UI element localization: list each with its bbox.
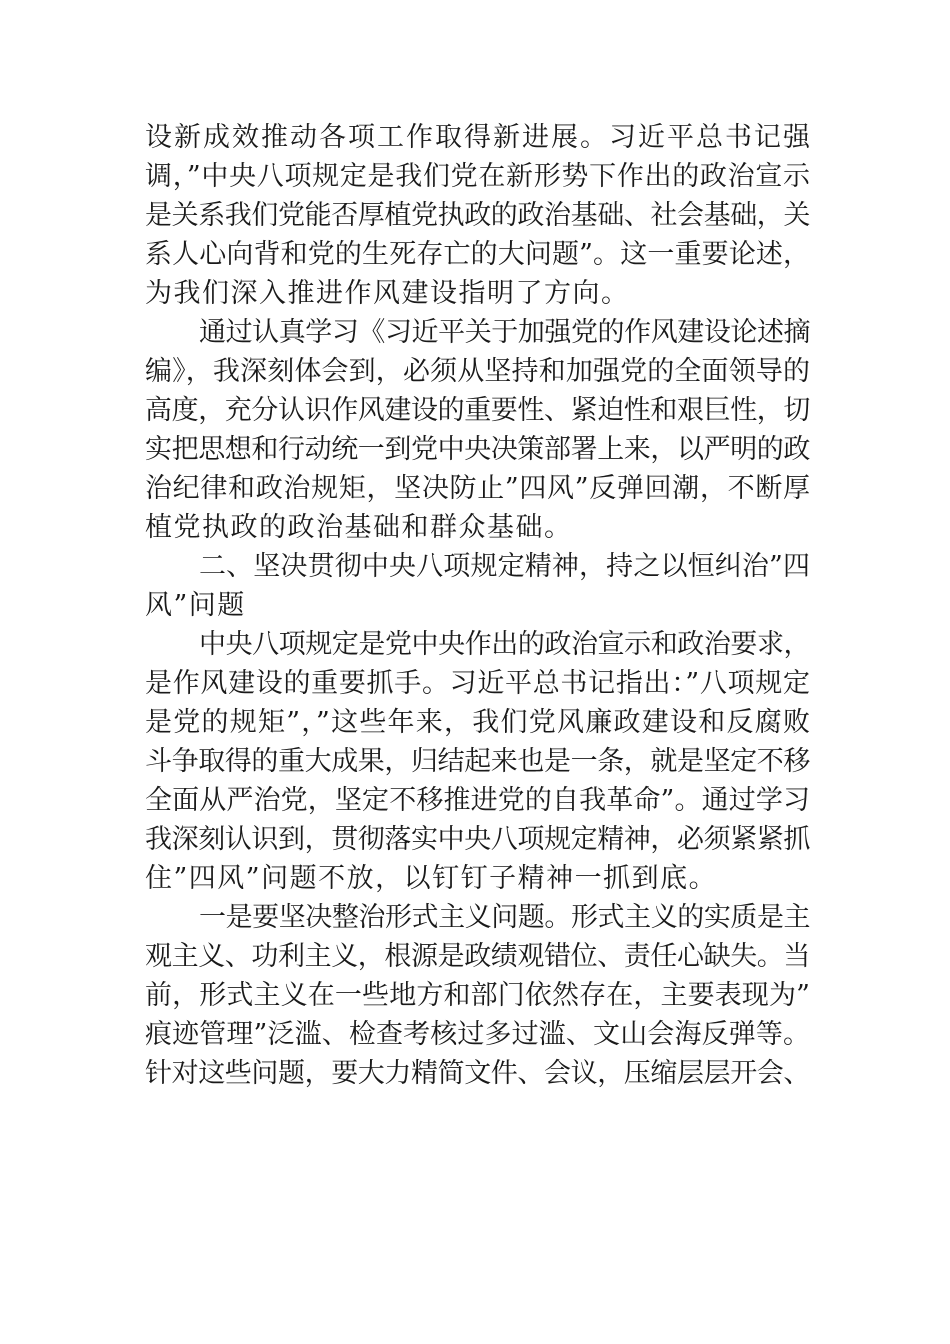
text-line: 针对这些问题，要大力精简文件、会议，压缩层层开会、 bbox=[145, 1058, 810, 1089]
text-line: 系人心向背和党的生死存亡的大问题”。这一重要论述， bbox=[145, 239, 810, 270]
paragraph-first-line: 中央八项规定是党中央作出的政治宣示和政治要求， bbox=[199, 629, 811, 660]
section-heading-line: 二、坚决贯彻中央八项规定精神，持之以恒纠治”四 bbox=[199, 551, 810, 582]
text-line: 治纪律和政治规矩，坚决防止”四风”反弹回潮，不断厚 bbox=[145, 473, 810, 504]
text-line: 是党的规矩”，”这些年来，我们党风廉政建设和反腐败 bbox=[145, 707, 810, 738]
text-line: 住”四风”问题不放，以钉钉子精神一抓到底。 bbox=[145, 863, 718, 894]
text-line: 编》，我深刻体会到，必须从坚持和加强党的全面领导的 bbox=[145, 356, 810, 387]
text-line: 我深刻认识到，贯彻落实中央八项规定精神，必须紧紧抓 bbox=[145, 824, 810, 855]
text-line: 痕迹管理”泛滥、检查考核过多过滥、文山会海反弹等。 bbox=[145, 1019, 810, 1050]
text-line: 是作风建设的重要抓手。习近平总书记指出：”八项规定 bbox=[145, 668, 810, 699]
text-line: 斗争取得的重大成果，归结起来也是一条，就是坚定不移 bbox=[145, 746, 810, 777]
paragraph-first-line: 通过认真学习《习近平关于加强党的作风建设论述摘 bbox=[199, 317, 811, 348]
text-line: 高度，充分认识作风建设的重要性、紧迫性和艰巨性，切 bbox=[145, 395, 810, 426]
text-line: 是关系我们党能否厚植党执政的政治基础、社会基础，关 bbox=[145, 200, 810, 231]
body-text bbox=[145, 118, 810, 1093]
text-line: 全面从严治党，坚定不移推进党的自我革命”。通过学习 bbox=[145, 785, 810, 816]
text-line: 设新成效推动各项工作取得新进展。习近平总书记强 bbox=[145, 122, 810, 153]
text-line: 植党执政的政治基础和群众基础。 bbox=[145, 512, 573, 543]
text-line: 实把思想和行动统一到党中央决策部署上来，以严明的政 bbox=[145, 434, 810, 465]
text-line: 前，形式主义在一些地方和部门依然存在，主要表现为” bbox=[145, 980, 810, 1011]
section-heading-line: 风”问题 bbox=[145, 590, 246, 621]
text-line: 观主义、功利主义，根源是政绩观错位、责任心缺失。当 bbox=[145, 941, 810, 972]
text-line: 调，”中央八项规定是我们党在新形势下作出的政治宣示 bbox=[145, 161, 810, 192]
text-line: 为我们深入推进作风建设指明了方向。 bbox=[145, 278, 630, 309]
paragraph-first-line: 一是要坚决整治形式主义问题。形式主义的实质是主 bbox=[199, 902, 811, 933]
